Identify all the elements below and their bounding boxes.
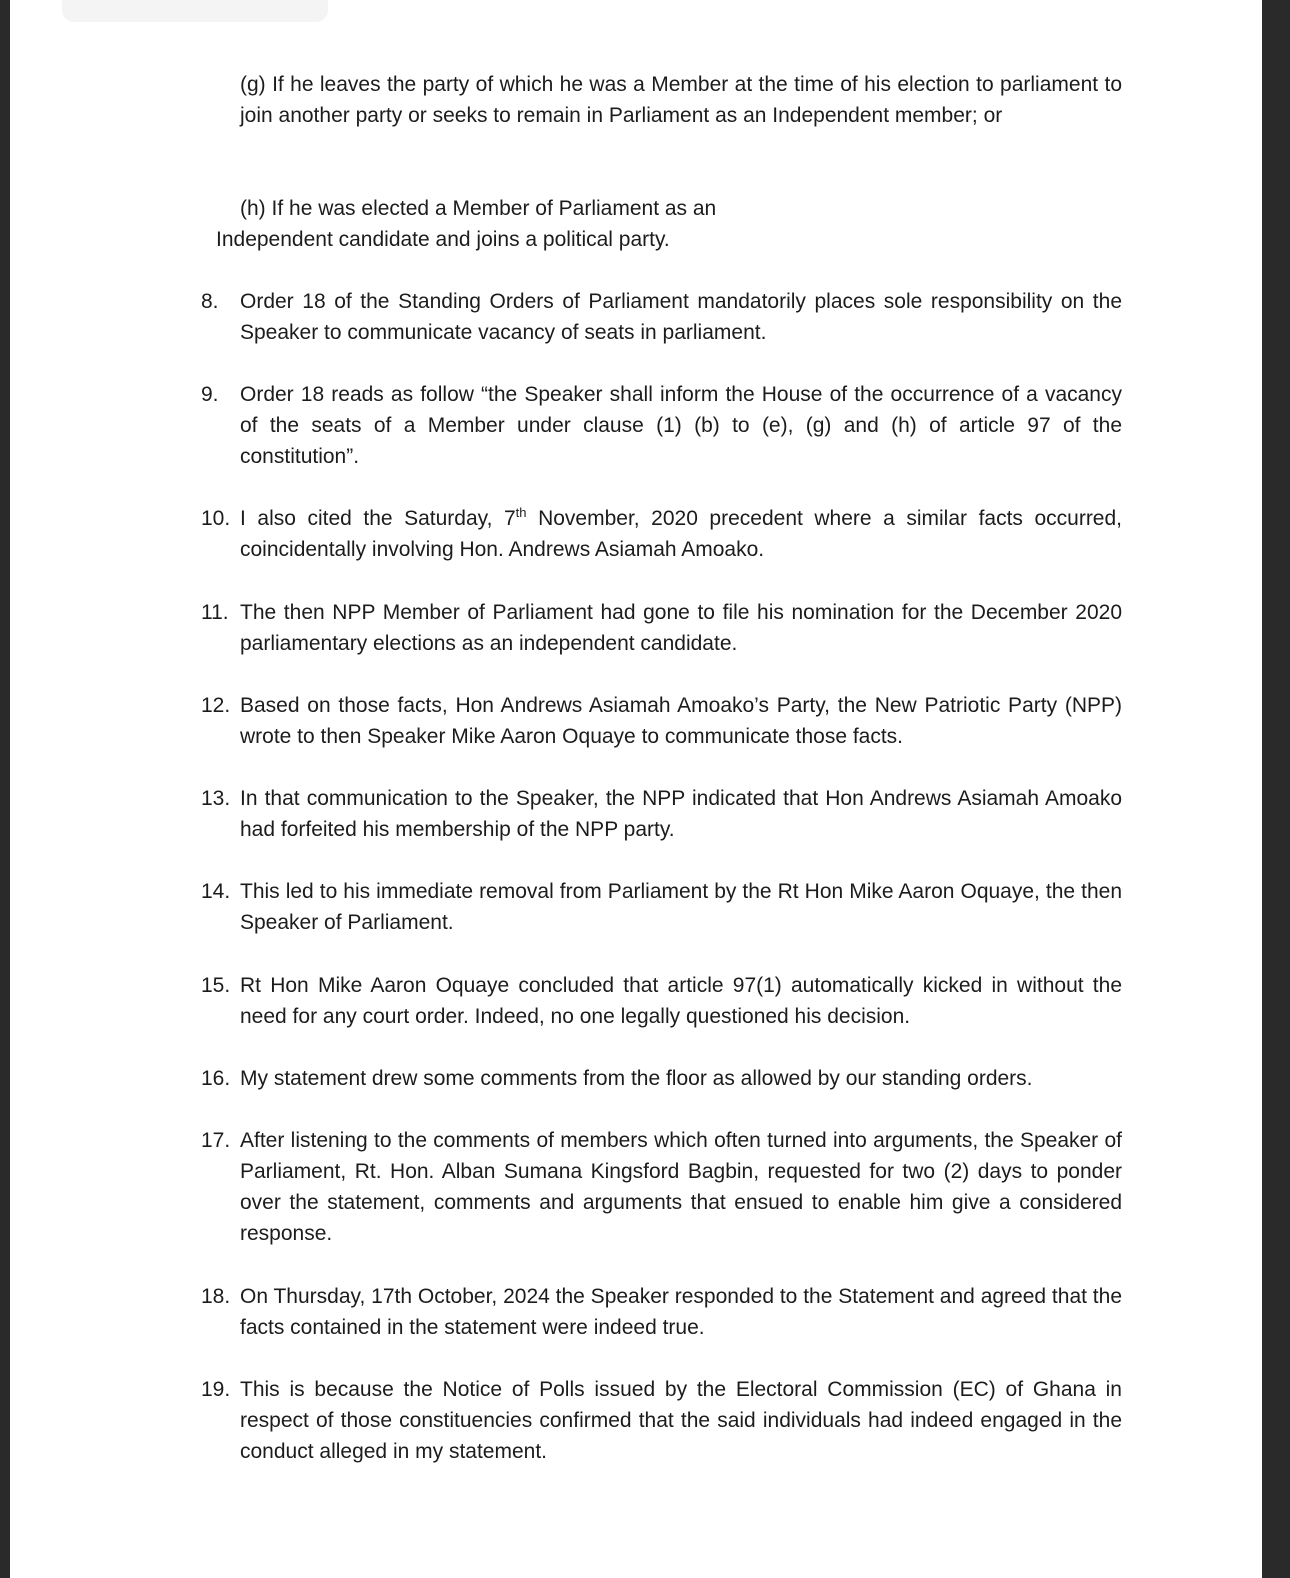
item-text-after: November, 2020 precedent where a similar facts occurred, coincidentally involving Hon. Andrews Asiamah Amoako. bbox=[240, 507, 1122, 561]
subclause-text: If he leaves the party of which he was a Member at the time of his election to parliament to join another party or seeks to remain in Parliament as an Independent member; or bbox=[240, 73, 1122, 127]
item-text: This led to his immediate removal from Parliament by the Rt Hon Mike Aaron Oquaye, the then Speaker of Parliament. bbox=[240, 880, 1122, 934]
list-item bbox=[201, 1374, 1122, 1467]
list-item bbox=[201, 286, 1122, 348]
subclause-text-line2: Independent candidate and joins a political party. bbox=[216, 228, 670, 251]
item-text: In that communication to the Speaker, the NPP indicated that Hon Andrews Asiamah Amoako had forfeited his membership of the NPP party. bbox=[240, 787, 1122, 841]
list-item bbox=[201, 970, 1122, 1032]
subclause-text-line1: If he was elected a Member of Parliament as an bbox=[271, 197, 717, 220]
list-item bbox=[201, 783, 1122, 845]
item-text: My statement drew some comments from the floor as allowed by our standing orders. bbox=[240, 1067, 1033, 1090]
item-text: Order 18 reads as follow “the Speaker shall inform the House of the occurrence of a vacancy of the seats of a Member under clause (1) (b) to (e), (g) and (h) of article 97 of the constitution”. bbox=[240, 383, 1122, 468]
item-number: 10. bbox=[201, 507, 231, 530]
ordinal-superscript: th bbox=[515, 505, 527, 520]
list-item bbox=[201, 876, 1122, 938]
list-item bbox=[201, 597, 1122, 659]
item-text: The then NPP Member of Parliament had gone to file his nomination for the December 2020 parliamentary elections as an independent candidate. bbox=[240, 601, 1122, 655]
subclause-label: (h) bbox=[240, 197, 266, 220]
item-number: 11. bbox=[201, 601, 229, 624]
item-number: 13. bbox=[201, 787, 231, 810]
item-number: 17. bbox=[201, 1129, 231, 1152]
item-number: 9. bbox=[201, 383, 219, 406]
subclause-h bbox=[216, 193, 1122, 255]
item-text: Order 18 of the Standing Orders of Parliament mandatorily places sole responsibility on the Speaker to communicate vacancy of seats in parliament. bbox=[240, 290, 1122, 344]
item-text bbox=[240, 503, 1122, 565]
item-text: This is because the Notice of Polls issued by the Electoral Commission (EC) of Ghana in respect of those constituencies confirmed that the said individuals had indeed engaged in the conduct alleged in my statement. bbox=[240, 1378, 1122, 1463]
list-item bbox=[201, 1125, 1122, 1249]
item-text: On Thursday, 17th October, 2024 the Speaker responded to the Statement and agreed that the facts contained in the statement were indeed true. bbox=[240, 1285, 1122, 1339]
item-text: After listening to the comments of members which often turned into arguments, the Speaker of Parliament, Rt. Hon. Alban Sumana Kingsford Bagbin, requested for two (2) days to ponder over the statement, comments and arguments that ensued to enable him give a considered response. bbox=[240, 1129, 1122, 1245]
item-number: 19. bbox=[201, 1378, 231, 1401]
item-number: 15. bbox=[201, 974, 231, 997]
item-text: Rt Hon Mike Aaron Oquaye concluded that article 97(1) automatically kicked in without the need for any court order. Indeed, no one legally questioned his decision. bbox=[240, 974, 1122, 1028]
list-item bbox=[201, 503, 1122, 565]
item-number: 14. bbox=[201, 880, 231, 903]
list-item bbox=[201, 1281, 1122, 1343]
item-number: 18. bbox=[201, 1285, 231, 1308]
item-number: 8. bbox=[201, 290, 219, 313]
item-text: Based on those facts, Hon Andrews Asiamah Amoako’s Party, the New Patriotic Party (NPP) wrote to then Speaker Mike Aaron Oquaye to communicate those facts. bbox=[240, 694, 1122, 748]
list-item bbox=[201, 379, 1122, 472]
item-text-before: I also cited the Saturday, 7 bbox=[240, 507, 516, 530]
item-number: 12. bbox=[201, 694, 231, 717]
subclause-g bbox=[240, 69, 1122, 131]
list-item bbox=[201, 1063, 1122, 1094]
top-overlay-tab bbox=[62, 0, 328, 22]
item-number: 16. bbox=[201, 1067, 231, 1090]
subclause-label: (g) bbox=[240, 73, 266, 96]
document-page bbox=[10, 0, 1262, 1578]
list-item bbox=[201, 690, 1122, 752]
